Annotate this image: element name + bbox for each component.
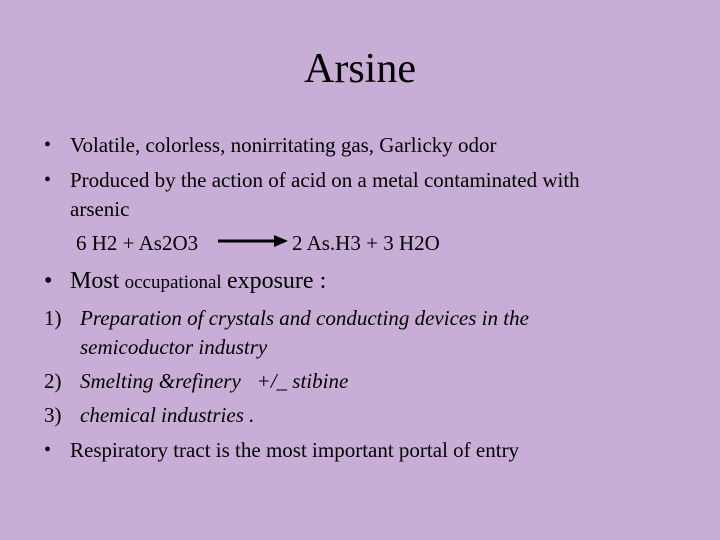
list-number: 2) xyxy=(44,369,62,393)
list-number: 1) xyxy=(44,306,62,330)
list-item-preparation: Preparation of crystals and conducting devices in the xyxy=(80,306,529,330)
exposure-word-most: Most xyxy=(70,268,120,294)
list-item-smelting: Smelting &refinery +/_ stibine xyxy=(80,369,349,393)
bullet-marker: • xyxy=(44,268,53,294)
exposure-heading xyxy=(70,267,326,297)
equation-reactants: 6 H2 + As2O3 xyxy=(76,231,199,255)
exposure-word-exposure: exposure : xyxy=(226,268,327,294)
equation-products: 2 As.H3 + 3 H2O xyxy=(292,231,440,255)
exposure-word-occupational: occupational xyxy=(124,272,222,293)
reaction-arrow-icon xyxy=(218,234,288,248)
bullet-marker: • xyxy=(44,439,52,461)
bullet-marker: • xyxy=(44,134,52,156)
list-number: 3) xyxy=(44,403,62,427)
bullet-marker: • xyxy=(44,169,52,191)
bullet-text-volatile: Volatile, colorless, nonirritating gas, Garlicky odor xyxy=(70,133,497,157)
bullet-text-produced: Produced by the action of acid on a metal contaminated with xyxy=(70,168,580,192)
slide-title: Arsine xyxy=(304,46,416,92)
list-item-preparation-cont: semicoductor industry xyxy=(80,335,268,359)
bullet-text-respiratory: Respiratory tract is the most important portal of entry xyxy=(70,438,520,462)
bullet-text-produced-cont: arsenic xyxy=(70,197,130,221)
list-item-chemical: chemical industries . xyxy=(80,403,255,427)
